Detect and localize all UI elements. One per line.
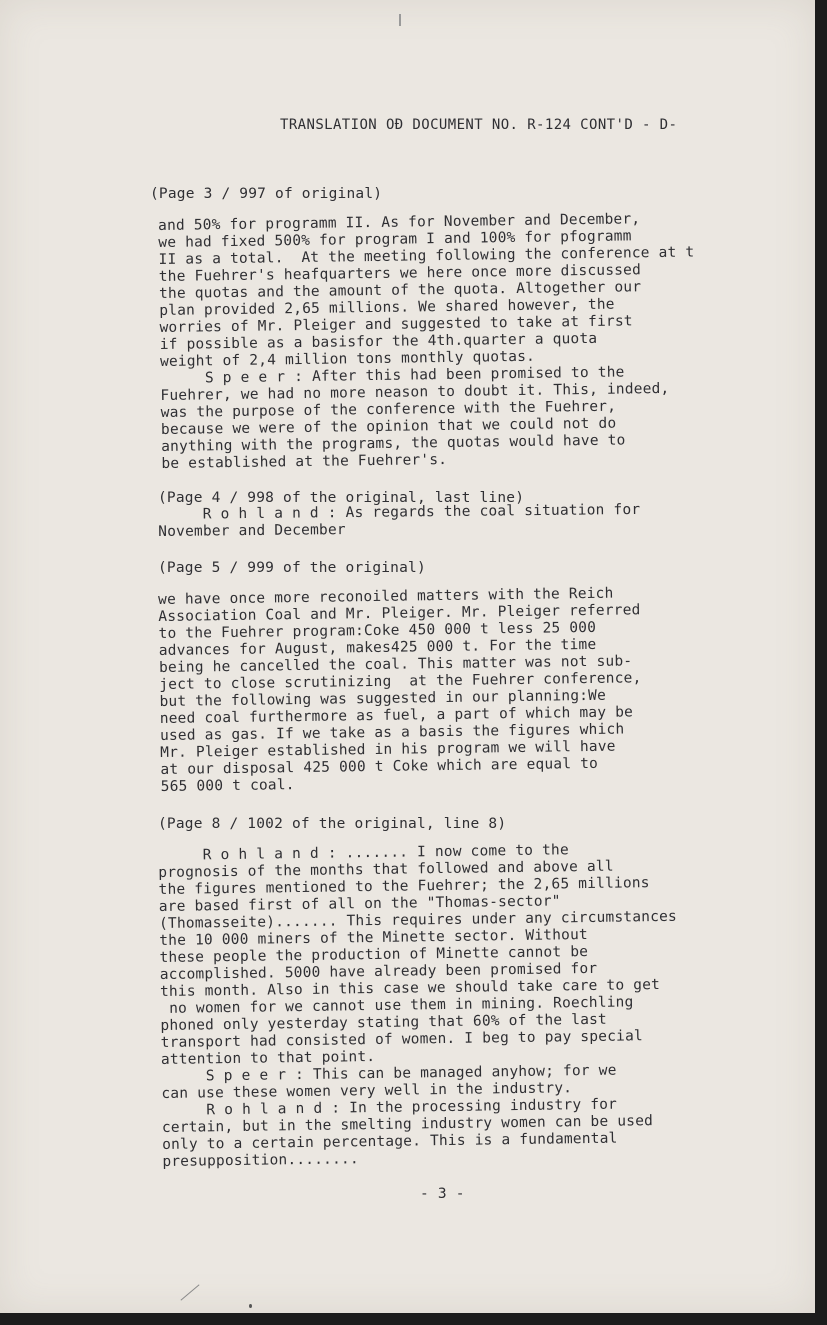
text-line: prognosis of the months that followed and above all [158, 858, 614, 881]
text-line: S p e e r : After this had been promised to the [160, 364, 625, 387]
text-line: if possible as a basisfor the 4th.quarter a quota [159, 330, 598, 353]
text-line: transport had consisted of women. I beg to pay special [160, 1028, 644, 1051]
text-line: advances for August, makes425 000 t. For the time [158, 636, 597, 659]
page-number: - 3 - [420, 1186, 465, 1202]
text-line: R o h l a n d : ....... I now come to the [158, 842, 569, 864]
text-line: need coal furthermore as fuel, a part of which may be [159, 704, 634, 727]
text-line: can use these women very well in the industry. [161, 1080, 573, 1102]
pencil-mark [180, 1284, 199, 1300]
text-line: ject to close scrutinizing at the Fuehrer conference, [159, 670, 642, 693]
text-line: attention to that point. [160, 1048, 376, 1068]
text-line: R o h l a n d : In the processing industry for [161, 1096, 618, 1119]
section-ref: (Page 3 / 997 of original) [150, 186, 383, 202]
text-line: and 50% for programm II. As for November and December, [158, 211, 641, 234]
text-line: 565 000 t coal. [160, 777, 295, 795]
text-line: at our disposal 425 000 t Coke which are equal to [160, 755, 599, 778]
section-body [158, 585, 643, 796]
text-line: the Fuehrer's heafquarters we here once more discussed [158, 262, 642, 285]
text-line: these people the production of Minette cannot be [159, 944, 589, 966]
text-line: weight of 2,4 million tons monthly quotas. [159, 348, 536, 370]
text-line: (Thomasseite)....... This requires under any circumstances [158, 908, 678, 932]
text-line: accomplished. 5000 have already been promised for [159, 960, 598, 983]
text-line: we have once more reconoiled matters with the Reich [158, 585, 614, 608]
text-line: but the following was suggested in our planning:We [159, 687, 607, 710]
text-line: be established at the Fuehrer's. [161, 451, 448, 472]
text-line: R o h l a n d : As regards the coal situation for [158, 501, 641, 523]
text-line: Fuehrer, we had no more neason to doubt it. This, indeed, [160, 380, 670, 404]
text-line: the quotas and the amount of the quota. Altogether our [158, 279, 642, 302]
text-line: S p e e r : This can be managed anyhow; for we [161, 1062, 617, 1085]
text-line: Mr. Pleiger established in his program we will have [160, 738, 616, 761]
text-line: used as gas. If we take as a basis the figures which [159, 721, 625, 744]
section-body [158, 841, 680, 1171]
text-line: worries of Mr. Pleiger and suggested to take at first [159, 313, 633, 336]
section-body [158, 502, 641, 541]
text-line: being he cancelled the coal. This matter was not sub- [158, 653, 633, 676]
scan-border-right [815, 0, 827, 1325]
ink-dot [249, 1304, 252, 1308]
scan-border-bottom [0, 1313, 827, 1325]
text-line: only to a certain percentage. This is a fundamental [162, 1130, 618, 1153]
section-ref: (Page 4 / 998 of the original, last line) [158, 490, 525, 506]
text-line: the 10 000 miners of the Minette sector. Without [159, 927, 589, 949]
text-line: Association Coal and Mr. Pleiger. Mr. Pleiger referred [158, 602, 641, 625]
text-line: anything with the programs, the quotas would have to [161, 432, 626, 455]
text-line: presupposition........ [162, 1151, 359, 1170]
text-line: because we were of the opinion that we could not do [160, 415, 617, 438]
text-line: to the Fuehrer program:Coke 450 000 t less 25 000 [158, 619, 597, 642]
text-line: no women for we cannot use them in mining. Roechling [160, 994, 634, 1017]
section-body [158, 211, 697, 473]
text-line: this month. Also in this case we should take care to get [159, 977, 661, 1000]
section-ref: (Page 5 / 999 of the original) [158, 560, 426, 576]
text-line: November and December [158, 522, 346, 540]
section-ref: (Page 8 / 1002 of the original, line 8) [158, 816, 507, 832]
text-line: II as a total. At the meeting following the conference at t [158, 244, 695, 268]
text-line: phoned only yesterday stating that 60% of the last [160, 1011, 608, 1034]
text-line: are based first of all on the "Thomas-sector" [158, 893, 561, 915]
text-line: we had fixed 500% for program I and 100% for pfogramm [158, 228, 632, 251]
text-line: was the purpose of the conference with the Fuehrer, [160, 398, 617, 421]
document-header: TRANSLATION OÐ DOCUMENT NO. R-124 CONT'D - D- [280, 117, 678, 133]
punch-mark [399, 14, 401, 26]
text-line: the figures mentioned to the Fuehrer; the 2,65 millions [158, 875, 650, 898]
text-line: certain, but in the smelting industry women can be used [161, 1113, 654, 1136]
text-line: plan provided 2,65 millions. We shared however, the [159, 296, 615, 319]
